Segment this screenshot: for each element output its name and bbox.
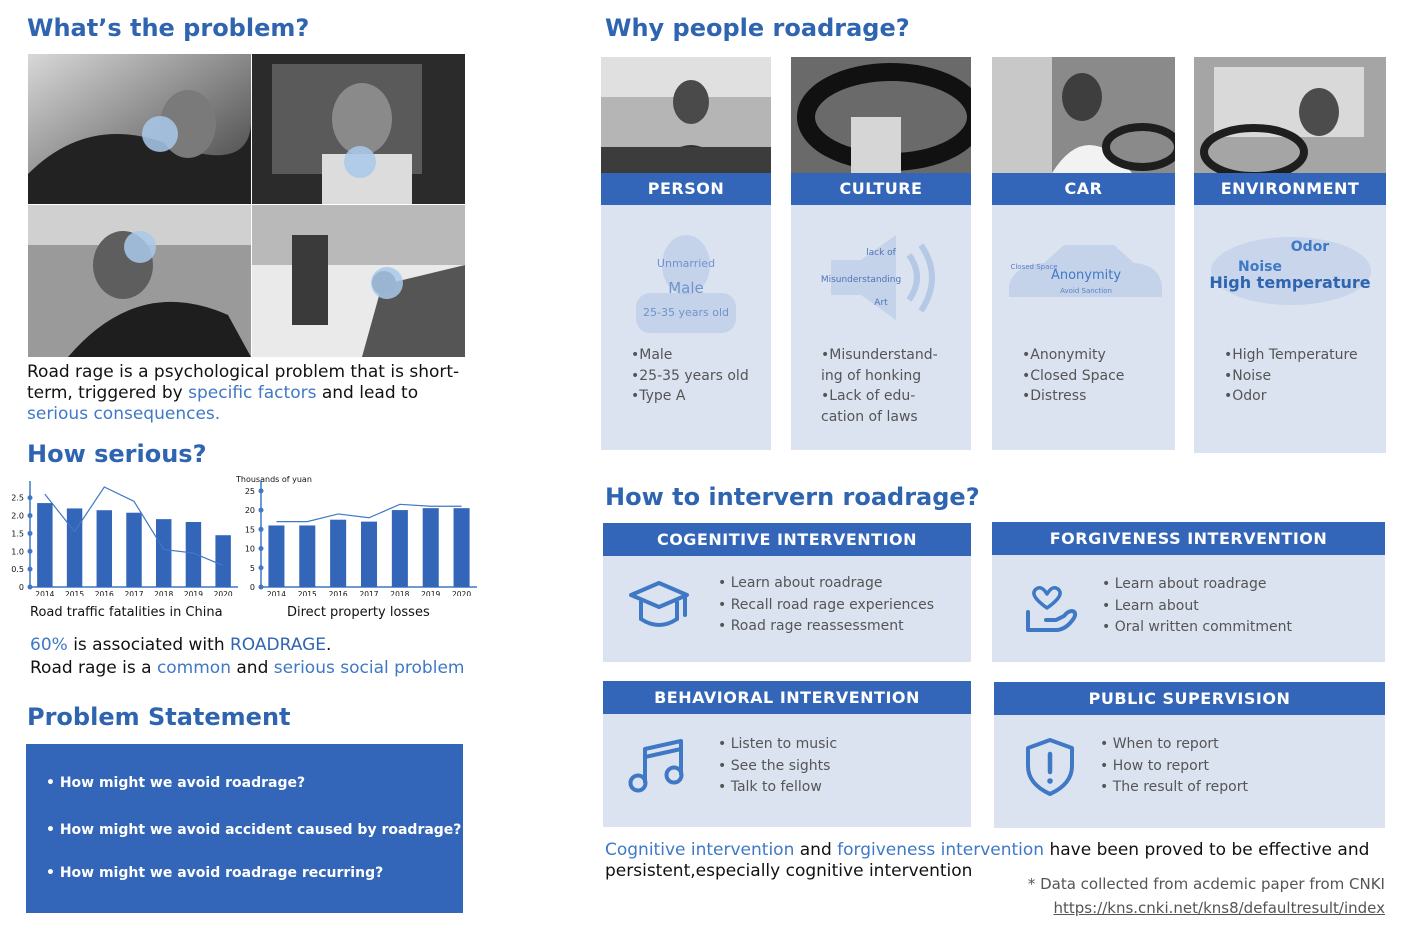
- y-tick-mark: [28, 531, 33, 536]
- x-tick-label: 2015: [297, 590, 317, 596]
- y-tick-mark: [259, 585, 264, 590]
- x-tick-label: 2020: [452, 590, 472, 596]
- y-tick-mark: [259, 488, 264, 493]
- bar: [392, 510, 408, 587]
- fatalities-chart-caption: Road traffic fatalities in China: [30, 605, 223, 620]
- bar: [97, 510, 112, 587]
- svg-text:25-35 years old: 25-35 years old: [643, 306, 729, 319]
- shield-alert-icon: [1024, 736, 1076, 798]
- why-body-environment: [1194, 205, 1386, 453]
- why-body-person: [601, 205, 771, 450]
- person-photo: [601, 57, 771, 173]
- source-note: * Data collected from acdemic paper from CNKI: [1027, 875, 1385, 893]
- why-head-environment: ENVIRONMENT: [1194, 173, 1386, 205]
- heart-hand-icon: [1022, 576, 1084, 638]
- svg-text:Odor: Odor: [1290, 239, 1330, 255]
- why-column-environment: [1194, 57, 1386, 453]
- y-tick-label: 2.5: [11, 493, 24, 503]
- svg-text:Closed Space: Closed Space: [1010, 263, 1058, 271]
- bar: [186, 522, 201, 587]
- serious-title: How serious?: [27, 440, 207, 468]
- y-tick-mark: [259, 527, 264, 532]
- bar: [454, 508, 470, 587]
- environment-photo: [1194, 57, 1386, 173]
- stat-line: 60% is associated with ROADRAGE.: [30, 635, 332, 655]
- y-tick-mark: [259, 508, 264, 513]
- environment-word-cloud: [1206, 233, 1376, 313]
- bar: [268, 525, 284, 587]
- car-photo: [992, 57, 1175, 173]
- problem-statement-box: [26, 744, 463, 913]
- y-tick-label: 1.0: [11, 547, 24, 557]
- svg-text:Art: Art: [874, 298, 888, 308]
- x-tick-label: 2018: [154, 590, 174, 596]
- y-tick-label: 1.5: [11, 529, 24, 539]
- road-rage-photo-1: [28, 54, 251, 204]
- bar: [299, 525, 315, 587]
- intervene-title: How to intervern roadrage?: [605, 483, 980, 511]
- svg-text:High temperature: High temperature: [1209, 273, 1371, 292]
- card-list-behavioral: • Listen to music • See the sights • Talk to fellow: [718, 736, 838, 795]
- why-list-environment: •High Temperature •Noise •Odor: [1224, 347, 1358, 404]
- x-tick-label: 2016: [328, 590, 348, 596]
- card-behavioral: [603, 681, 971, 827]
- card-head-forgiveness: FORGIVENESS INTERVENTION: [992, 522, 1385, 555]
- road-rage-photo-4: [252, 205, 465, 357]
- card-forgiveness: [992, 522, 1385, 662]
- bar: [37, 503, 52, 587]
- svg-text:Unmarried: Unmarried: [656, 257, 716, 270]
- problem-title: What’s the problem?: [27, 14, 310, 42]
- y-tick-label: 0: [249, 583, 255, 592]
- card-head-public-supervision: PUBLIC SUPERVISION: [994, 682, 1385, 715]
- svg-text:lack of: lack of: [866, 248, 896, 258]
- music-note-icon: [627, 737, 687, 797]
- why-list-car: •Anonymity •Closed Space •Distress: [1022, 347, 1125, 404]
- y-axis-label: Thousands of yuan: [236, 475, 312, 484]
- why-title: Why people roadrage?: [605, 14, 910, 42]
- culture-photo: [791, 57, 971, 173]
- why-body-car: [992, 205, 1175, 450]
- problem-statement-title: Problem Statement: [27, 703, 291, 731]
- why-column-car: [992, 57, 1175, 450]
- bar: [126, 513, 141, 587]
- y-tick-mark: [259, 546, 264, 551]
- statement-item: • How might we avoid accident caused by roadrage?: [46, 822, 462, 838]
- why-column-person: [601, 57, 771, 450]
- x-tick-label: 2014: [266, 590, 286, 596]
- bar: [330, 520, 346, 587]
- y-tick-label: 0: [18, 583, 24, 592]
- y-tick-mark: [28, 585, 33, 590]
- why-head-culture: CULTURE: [791, 173, 971, 205]
- y-tick-label: 0.5: [11, 565, 24, 575]
- social-problem-line: Road rage is a common and serious social problem: [30, 658, 465, 678]
- why-column-culture: [791, 57, 971, 450]
- x-tick-label: 2017: [359, 590, 379, 596]
- svg-text:Anonymity: Anonymity: [1050, 268, 1122, 283]
- culture-word-cloud: [821, 225, 941, 325]
- why-list-culture: •Misunderstand- ing of honking •Lack of edu- cation of laws: [821, 347, 938, 425]
- y-tick-label: 10: [244, 544, 255, 554]
- road-rage-photo-2: [252, 54, 465, 204]
- y-tick-mark: [28, 549, 33, 554]
- bar: [156, 519, 171, 587]
- card-head-behavioral: BEHAVIORAL INTERVENTION: [603, 681, 971, 714]
- x-tick-label: 2016: [94, 590, 114, 596]
- statement-item: • How might we avoid roadrage?: [46, 775, 306, 791]
- x-tick-label: 2014: [35, 590, 55, 596]
- x-tick-label: 2019: [183, 590, 203, 596]
- road-rage-photo-3: [28, 205, 251, 357]
- property-chart-caption: Direct property losses: [287, 605, 430, 620]
- why-head-person: PERSON: [601, 173, 771, 205]
- y-tick-mark: [28, 513, 33, 518]
- graduation-cap-icon: [627, 575, 691, 635]
- x-tick-label: 2017: [124, 590, 144, 596]
- svg-text:Misunderstanding: Misunderstanding: [821, 275, 902, 285]
- why-body-culture: [791, 205, 971, 450]
- y-tick-mark: [28, 567, 33, 572]
- person-word-cloud: [631, 223, 741, 333]
- x-tick-label: 2020: [213, 590, 233, 596]
- card-cognitive: [603, 523, 971, 662]
- statement-item: • How might we avoid roadrage recurring?: [46, 865, 384, 881]
- why-head-car: CAR: [992, 173, 1175, 205]
- property-losses-chart: [232, 470, 482, 596]
- bar: [67, 508, 82, 587]
- card-list-public-supervision: • When to report • How to report • The result of report: [1100, 736, 1248, 795]
- problem-description: Road rage is a psychological problem that is short-term, triggered by specific factors and lead to serious consequences.: [27, 362, 460, 424]
- y-tick-label: 5: [249, 563, 255, 573]
- x-tick-label: 2015: [65, 590, 85, 596]
- card-public-supervision: [994, 682, 1385, 828]
- svg-text:Noise: Noise: [1238, 259, 1282, 275]
- y-tick-label: 15: [244, 525, 255, 535]
- car-word-cloud: [1004, 235, 1164, 315]
- y-tick-mark: [28, 495, 33, 500]
- svg-text:Avoid Sanction: Avoid Sanction: [1060, 287, 1112, 295]
- card-list-forgiveness: • Learn about roadrage • Learn about • Oral written commitment: [1102, 576, 1292, 635]
- x-tick-label: 2018: [390, 590, 410, 596]
- y-tick-label: 2.0: [11, 511, 24, 521]
- y-tick-label: 20: [244, 506, 255, 516]
- bar: [361, 522, 377, 587]
- svg-text:Male: Male: [668, 279, 704, 297]
- x-tick-label: 2019: [421, 590, 441, 596]
- conclusion-text: Cognitive intervention and forgiveness intervention have been proved to be effective and persistent,especially cognitive intervention: [605, 840, 1370, 881]
- bar: [423, 508, 439, 587]
- card-head-cognitive: COGENITIVE INTERVENTION: [603, 523, 971, 556]
- source-link[interactable]: https://kns.cnki.net/kns8/defaultresult/index: [1053, 899, 1385, 917]
- card-list-cognitive: • Learn about roadrage • Recall road rage experiences • Road rage reassessment: [718, 575, 935, 634]
- why-list-person: •Male •25-35 years old •Type A: [631, 347, 749, 404]
- bar: [215, 535, 230, 587]
- y-tick-label: 25: [244, 486, 255, 496]
- y-tick-mark: [259, 565, 264, 570]
